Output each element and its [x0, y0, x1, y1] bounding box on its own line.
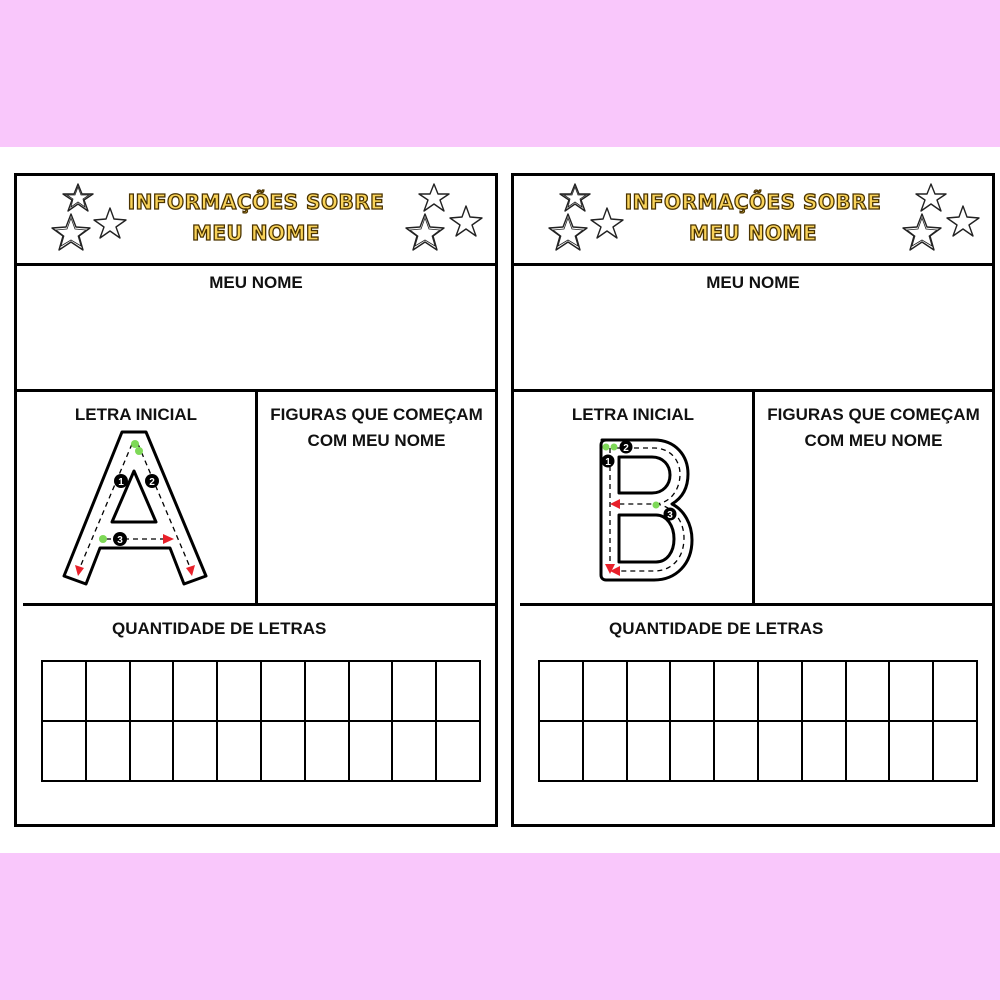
letter-box[interactable]: [890, 722, 934, 782]
letter-box[interactable]: [131, 662, 175, 722]
letter-box[interactable]: [43, 722, 87, 782]
letter-count-label: QUANTIDADE DE LETRAS: [609, 619, 824, 638]
letter-box[interactable]: [131, 722, 175, 782]
stroke-number-2: 2: [623, 443, 629, 454]
letter-box[interactable]: [393, 722, 437, 782]
top-pink-band: [0, 0, 1000, 147]
letter-box[interactable]: [350, 722, 394, 782]
figures-label-line2: COM MEU NOME: [307, 431, 446, 450]
letter-box[interactable]: [350, 662, 394, 722]
letter-box[interactable]: [437, 722, 481, 782]
letter-count-grid: [41, 660, 481, 782]
letter-box[interactable]: [934, 722, 978, 782]
worksheet-letter-a: [14, 173, 498, 827]
letter-box[interactable]: [540, 662, 584, 722]
letter-box[interactable]: [437, 662, 481, 722]
letter-box[interactable]: [934, 662, 978, 722]
letter-box[interactable]: [671, 662, 715, 722]
letter-box[interactable]: [759, 662, 803, 722]
letter-box[interactable]: [174, 662, 218, 722]
letter-count-grid: [538, 660, 978, 782]
letter-box[interactable]: [890, 662, 934, 722]
worksheet-title-line2: MEU NOME: [191, 221, 321, 245]
letter-box[interactable]: [628, 662, 672, 722]
sheet-header: [514, 176, 992, 266]
letter-box[interactable]: [393, 662, 437, 722]
bottom-pink-band: [0, 853, 1000, 1000]
figures-label-line2: COM MEU NOME: [804, 431, 943, 450]
letter-box[interactable]: [87, 722, 131, 782]
letter-box[interactable]: [262, 722, 306, 782]
letter-box[interactable]: [628, 722, 672, 782]
name-section-label: MEU NOME: [706, 273, 800, 292]
stroke-number-1: 1: [605, 457, 611, 468]
worksheet-letter-b: [511, 173, 995, 827]
letter-box[interactable]: [174, 722, 218, 782]
letter-box[interactable]: [847, 662, 891, 722]
letter-box[interactable]: [715, 722, 759, 782]
letter-box[interactable]: [262, 662, 306, 722]
stroke-number-1: 1: [118, 477, 124, 488]
letter-a-tracing-guide: [62, 426, 212, 588]
letter-box[interactable]: [87, 662, 131, 722]
letter-box[interactable]: [584, 722, 628, 782]
divider: [520, 603, 992, 606]
letter-box[interactable]: [306, 662, 350, 722]
letter-box[interactable]: [43, 662, 87, 722]
letter-box[interactable]: [671, 722, 715, 782]
letter-box[interactable]: [715, 662, 759, 722]
letter-b-tracing-guide: [596, 434, 696, 586]
letter-box[interactable]: [803, 722, 847, 782]
initial-letter-label: LETRA INICIAL: [74, 405, 198, 424]
stroke-number-3: 3: [117, 535, 123, 546]
name-section-label: MEU NOME: [209, 273, 303, 292]
letter-count-label: QUANTIDADE DE LETRAS: [112, 619, 327, 638]
worksheet-title-line1: INFORMAÇÕES SOBRE: [127, 190, 385, 214]
letter-box[interactable]: [540, 722, 584, 782]
figures-label-line1: FIGURAS QUE COMEÇAM: [767, 405, 980, 424]
worksheet-title-line1: INFORMAÇÕES SOBRE: [624, 190, 882, 214]
letter-box[interactable]: [584, 662, 628, 722]
letter-box[interactable]: [759, 722, 803, 782]
figures-label-line1: FIGURAS QUE COMEÇAM: [270, 405, 483, 424]
divider: [23, 603, 495, 606]
letter-box[interactable]: [218, 662, 262, 722]
sheet-header: [17, 176, 495, 266]
initial-letter-label: LETRA INICIAL: [571, 405, 695, 424]
stroke-number-3: 3: [667, 510, 673, 521]
letter-box[interactable]: [803, 662, 847, 722]
stroke-number-2: 2: [149, 477, 155, 488]
letter-box[interactable]: [847, 722, 891, 782]
worksheet-title-line2: MEU NOME: [688, 221, 818, 245]
letter-box[interactable]: [218, 722, 262, 782]
letter-box[interactable]: [306, 722, 350, 782]
